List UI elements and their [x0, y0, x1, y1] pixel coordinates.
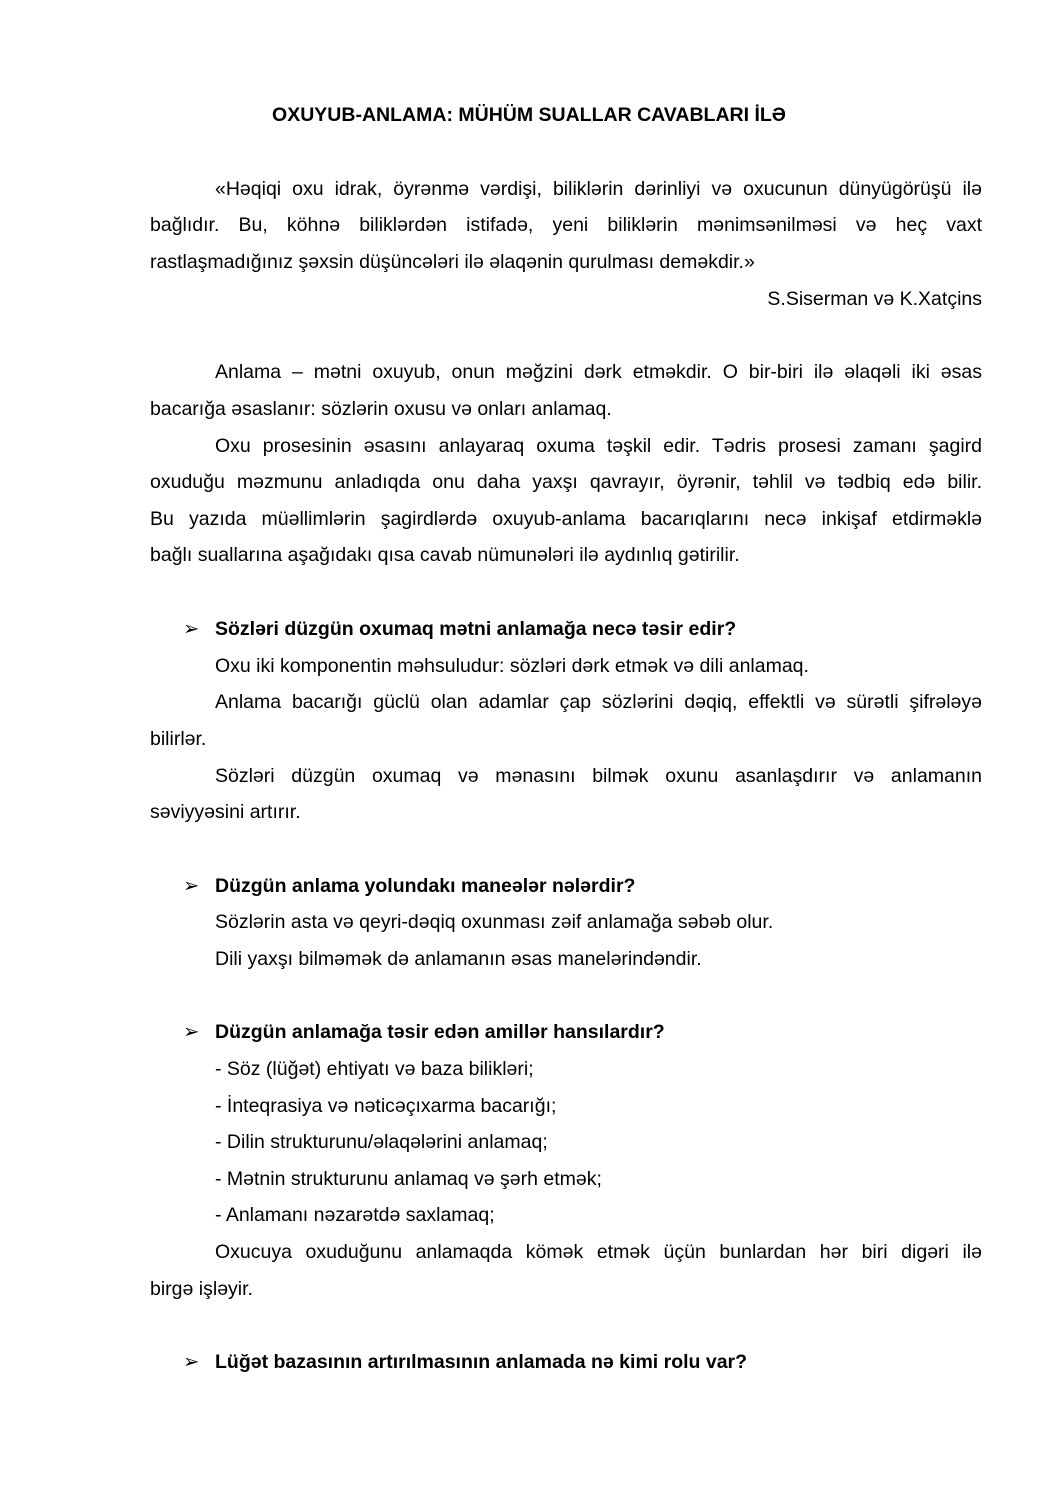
list-item: - Mətnin strukturunu anlamaq və şərh etmək;	[215, 1168, 602, 1190]
intro-paragraph-line: Oxu prosesinin əsasını anlayaraq oxuma təşkil edir. Tədris prosesi zamanı şagird	[215, 435, 982, 457]
question-text: Düzgün anlama yolundakı maneələr nələrdir?	[215, 875, 636, 897]
question-heading	[183, 617, 736, 641]
answer-line: bilirlər.	[150, 728, 207, 750]
intro-paragraph-line: Anlama – mətni oxuyub, onun məğzini dərk etməkdir. O bir-biri ilə əlaqəli iki əsas	[215, 361, 982, 383]
arrow-bullet-icon: ➢	[183, 618, 200, 640]
question-text: Sözləri düzgün oxumaq mətni anlamağa necə təsir edir?	[215, 618, 737, 640]
quote-line: «Həqiqi oxu idrak, öyrənmə vərdişi, biliklərin dərinliyi və oxucunun dünyügörüşü ilə	[215, 178, 982, 200]
answer-line: Dili yaxşı bilməmək də anlamanın əsas manelərindəndir.	[215, 948, 702, 970]
question-heading	[183, 874, 635, 898]
answer-line: Sözləri düzgün oxumaq və mənasını bilmək oxunu asanlaşdırır və anlamanın	[215, 765, 982, 787]
intro-paragraph-line: Bu yazıda müəllimlərin şagirdlərdə oxuyub-anlama bacarıqlarını necə inkişaf etdirməklə	[150, 508, 982, 530]
intro-paragraph-line: oxuduğu məzmunu anladıqda onu daha yaxşı qavrayır, öyrənir, təhlil və tədbiq edə bilir.	[150, 471, 982, 493]
list-item: - Söz (lüğət) ehtiyatı və baza bilikləri;	[215, 1058, 534, 1080]
answer-line: səviyyəsini artırır.	[150, 801, 301, 823]
question-heading	[183, 1350, 747, 1374]
list-item: - Anlamanı nəzarətdə saxlamaq;	[215, 1204, 495, 1226]
question-text: Lüğət bazasının artırılmasının anlamada nə kimi rolu var?	[215, 1351, 748, 1373]
quote-author: S.Siserman və K.Xatçins	[767, 288, 982, 310]
answer-line: birgə işləyir.	[150, 1278, 253, 1300]
answer-line: Anlama bacarığı güclü olan adamlar çap sözlərini dəqiq, effektli və sürətli şifrələyə	[215, 691, 982, 713]
answer-line: Oxucuya oxuduğunu anlamaqda kömək etmək üçün bunlardan hər biri digəri ilə	[215, 1241, 982, 1263]
list-item: - Dilin strukturunu/əlaqələrini anlamaq;	[215, 1131, 548, 1153]
answer-line: Sözlərin asta və qeyri-dəqiq oxunması zəif anlamağa səbəb olur.	[215, 911, 774, 933]
arrow-bullet-icon: ➢	[183, 1021, 200, 1043]
answer-line: Oxu iki komponentin məhsuludur: sözləri dərk etmək və dili anlamaq.	[215, 655, 809, 677]
document-title: OXUYUB-ANLAMA: MÜHÜM SUALLAR CAVABLARI İLƏ	[272, 104, 786, 126]
list-item: - İnteqrasiya və nəticəçıxarma bacarığı;	[215, 1095, 557, 1117]
intro-paragraph-line: bağlı suallarına aşağıdakı qısa cavab nümunələri ilə aydınlıq gətirilir.	[150, 544, 740, 566]
intro-paragraph-line: bacarığa əsaslanır: sözlərin oxusu və onları anlamaq.	[150, 398, 612, 420]
question-text: Düzgün anlamağa təsir edən amillər hansılardır?	[215, 1021, 665, 1043]
arrow-bullet-icon: ➢	[183, 875, 200, 897]
quote-line: rastlaşmadığınız şəxsin düşüncələri ilə əlaqənin qurulması deməkdir.»	[150, 251, 755, 273]
question-heading	[183, 1020, 665, 1044]
arrow-bullet-icon: ➢	[183, 1351, 200, 1373]
quote-line: bağlıdır. Bu, köhnə biliklərdən istifadə, yeni biliklərin mənimsənilməsi və heç vaxt	[150, 214, 982, 236]
